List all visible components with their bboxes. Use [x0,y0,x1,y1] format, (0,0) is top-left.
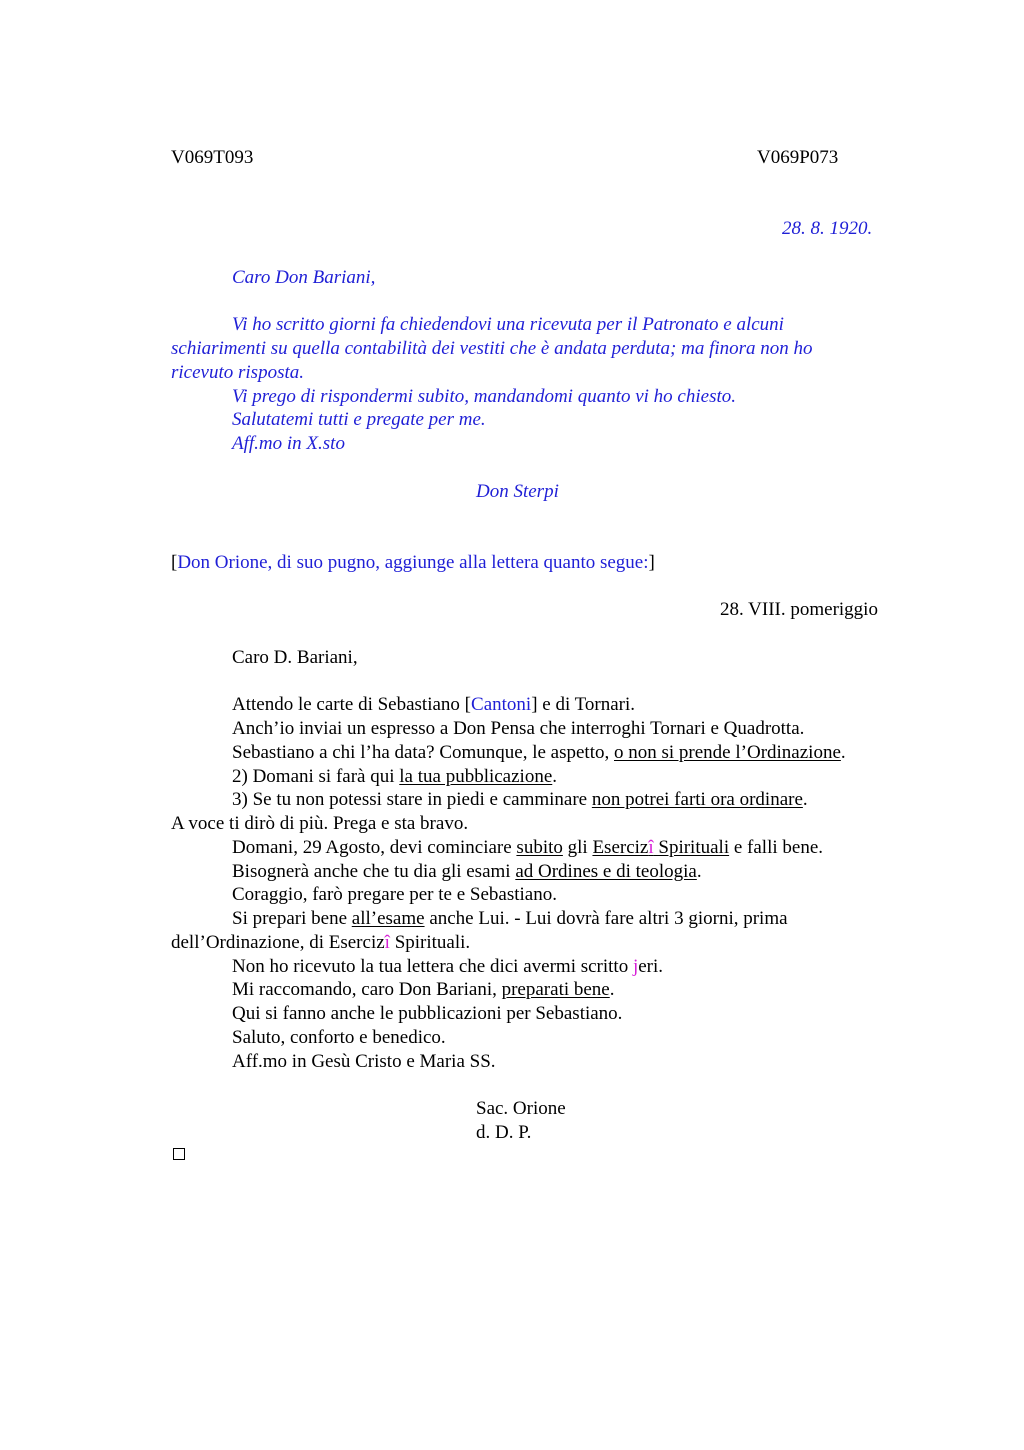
text-run: Bisognerà anche che tu dia gli esami [232,861,516,882]
underlined-text: o non si prende l’Ordinazione [614,742,841,763]
text-run: . [552,766,558,787]
handwritten-signature: Sac. Orione [476,1098,566,1119]
underlined-text: ad Ordines e di teologia [515,861,697,882]
letter-line [232,741,846,765]
letter-line: A voce ti dirò di più. Prega e sta bravo. [171,813,469,834]
letter-line [232,693,635,717]
text-run: Esercizî [592,837,654,858]
text-run: Sebastiano a chi l’ha data? Comunque, le aspetto, [232,742,614,763]
text-run: eri. [638,956,664,977]
letter-line [232,907,788,931]
letter-line [232,788,808,812]
text-run: Mi raccomando, caro Don Bariani, [232,979,502,1000]
highlighted-letter: j [632,956,639,977]
bracket-close: ] [648,552,655,573]
letter-line [232,860,702,884]
typed-letter-signature: Don Sterpi [476,481,559,502]
text-run: Si prepari bene [232,908,352,929]
text-run: . [696,861,702,882]
typed-letter-line: Vi ho scritto giorni fa chiedendovi una ricevuta per il Patronato e alcuni [232,314,784,335]
handwritten-letter-salutation: Caro D. Bariani, [232,647,358,668]
text-run: Spirituali [653,837,730,858]
letter-line [232,955,663,979]
letter-line [232,765,557,789]
underlined-text: non potrei farti ora ordinare [591,789,803,810]
text-run: gli [562,837,593,858]
highlighted-letter: î [384,932,390,953]
letter-closing: Aff.mo in Gesù Cristo e Maria SS. [232,1051,496,1072]
typed-letter-line: Vi prego di rispondermi subito, mandandomi quanto vi ho chiesto. [232,386,737,407]
text-run: Attendo le carte di Sebastiano [ [232,694,472,715]
handwritten-letter-date: 28. VIII. pomeriggio [720,599,878,620]
editorial-note-text: Don Orione, di suo pugno, aggiunge alla lettera quanto segue: [177,552,649,573]
letter-line: Qui si fanno anche le pubblicazioni per Sebastiano. [232,1003,623,1024]
letter-line [232,836,823,860]
underlined-text [592,837,729,858]
letter-line [232,978,615,1002]
text-run: Non ho ricevuto la tua lettera che dici avermi scritto [232,956,633,977]
underlined-text: subito [516,837,563,858]
highlighted-letter: î [648,837,654,858]
text-run: Domani, 29 Agosto, devi cominciare [232,837,517,858]
text-run: anche Lui. - Lui dovrà fare altri 3 giorni, prima [424,908,788,929]
text-run: 3) Se tu non potessi stare in piedi e camminare [232,789,592,810]
editorial-note [171,551,655,575]
text-run: dell’Ordinazione, di Esercizî [171,932,390,953]
end-square-icon [173,1148,185,1160]
letter-line: Anch’io inviai un espresso a Don Pensa che interroghi Tornari e Quadrotta. [232,718,805,739]
document-code-left: V069T093 [171,147,254,168]
handwritten-signature-sub: d. D. P. [476,1122,532,1143]
text-run: e falli bene. [729,837,824,858]
typed-letter-date: 28. 8. 1920. [782,218,873,239]
typed-letter-salutation: Caro Don Bariani, [232,267,376,288]
text-run: Spirituali. [389,932,471,953]
letter-line: Saluto, conforto e benedico. [232,1027,446,1048]
typed-letter-line: schiarimenti su quella contabilità dei vestiti che è andata perduta; ma finora non ho [171,338,813,359]
editorial-insert: Cantoni [471,694,532,715]
typed-letter-closing: Aff.mo in X.sto [232,433,345,454]
text-run: . [802,789,808,810]
text-run: 2) Domani si farà qui [232,766,400,787]
text-run: ] e di Tornari. [531,694,636,715]
typed-letter-line: ricevuto risposta. [171,362,304,383]
typed-letter-line: Salutatemi tutti e pregate per me. [232,409,486,430]
letter-line: Coraggio, farò pregare per te e Sebastiano. [232,884,557,905]
document-code-right: V069P073 [757,147,839,168]
bracket-open: [ [171,552,178,573]
text-run: . [840,742,846,763]
underlined-text: all’esame [351,908,425,929]
underlined-text: preparati bene [501,979,610,1000]
text-run: . [609,979,615,1000]
underlined-text: la tua pubblicazione [399,766,553,787]
letter-line [171,931,470,955]
